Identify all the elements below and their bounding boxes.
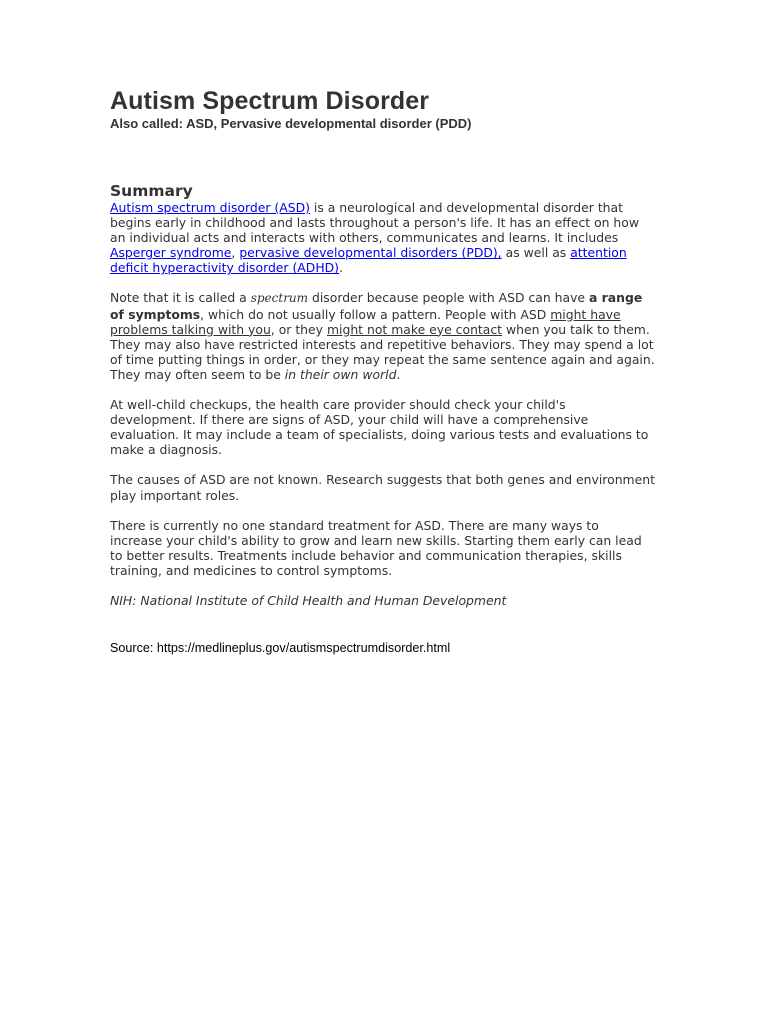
p1-text-a: is a neurological and developmental disorder that begins early in childhood and lasts throughout a person's life. It has an effect on how an individual acts and interacts with others, communicates and learns. It includes xyxy=(110,200,640,246)
link-asperger-syndrome[interactable]: Asperger syndrome xyxy=(110,245,232,261)
p2-text-f: . xyxy=(396,366,401,382)
page-subtitle: Also called: ASD, Pervasive developmental disorder (PDD) xyxy=(110,116,472,131)
p2-text-a: Note that it is called a xyxy=(110,290,251,306)
summary-paragraph-2 xyxy=(110,290,655,382)
talking-underline: might have problems talking with you xyxy=(110,306,621,337)
range-of-symptoms-bold: a range of symptoms xyxy=(110,290,643,322)
summary-heading: Summary xyxy=(110,182,193,200)
link-autism-spectrum-disorder[interactable]: Autism spectrum disorder (ASD) xyxy=(110,200,310,215)
page-title: Autism Spectrum Disorder xyxy=(110,87,430,115)
summary-paragraph-5: There is currently no one standard treatment for ASD. There are many ways to increase your child's ability to grow and learn new skills. Starting them early can lead to better results. Treatments include behavior and communication therapies, skills training, and medicines to control symptoms. xyxy=(110,517,642,578)
summary-paragraph-4: The causes of ASD are not known. Research suggests that both genes and environment play important roles. xyxy=(110,472,655,503)
p1-text-c: as well as xyxy=(501,245,571,261)
own-world-italic: in their own world xyxy=(284,366,397,382)
p1-text-b: , xyxy=(231,245,240,261)
p2-text-e: when you talk to them. They may also have restricted interests and repetitive behaviors. They may spend a lot of time putting things in order, or they may repeat the same sentence again and again. They may often seem to be xyxy=(110,321,655,382)
p2-text-b: disorder because people with ASD can have xyxy=(308,290,589,306)
source-line: Source: https://medlineplus.gov/autismspectrumdisorder.html xyxy=(110,640,451,655)
link-adhd[interactable]: attention deficit hyperactivity disorder (ADHD) xyxy=(110,245,627,276)
link-pervasive-developmental-disorders[interactable]: pervasive developmental disorders (PDD), xyxy=(239,245,502,261)
p2-text-c: , which do not usually follow a pattern. People with ASD xyxy=(200,306,551,322)
summary-paragraph-1 xyxy=(110,200,655,275)
summary-paragraph-3: At well-child checkups, the health care provider should check your child's development. If there are signs of ASD, your child will have a comprehensive evaluation. It may include a team of specialists, doing various tests and evaluations to make a diagnosis. xyxy=(110,397,649,458)
document-page xyxy=(110,86,655,656)
spectrum-emphasis: spectrum xyxy=(250,291,309,306)
p2-text-d: , or they xyxy=(270,321,327,337)
eye-contact-underline: might not make eye contact xyxy=(326,321,503,337)
p1-text-d: . xyxy=(339,260,343,276)
attribution-text: NIH: National Institute of Child Health and Human Development xyxy=(110,592,507,608)
